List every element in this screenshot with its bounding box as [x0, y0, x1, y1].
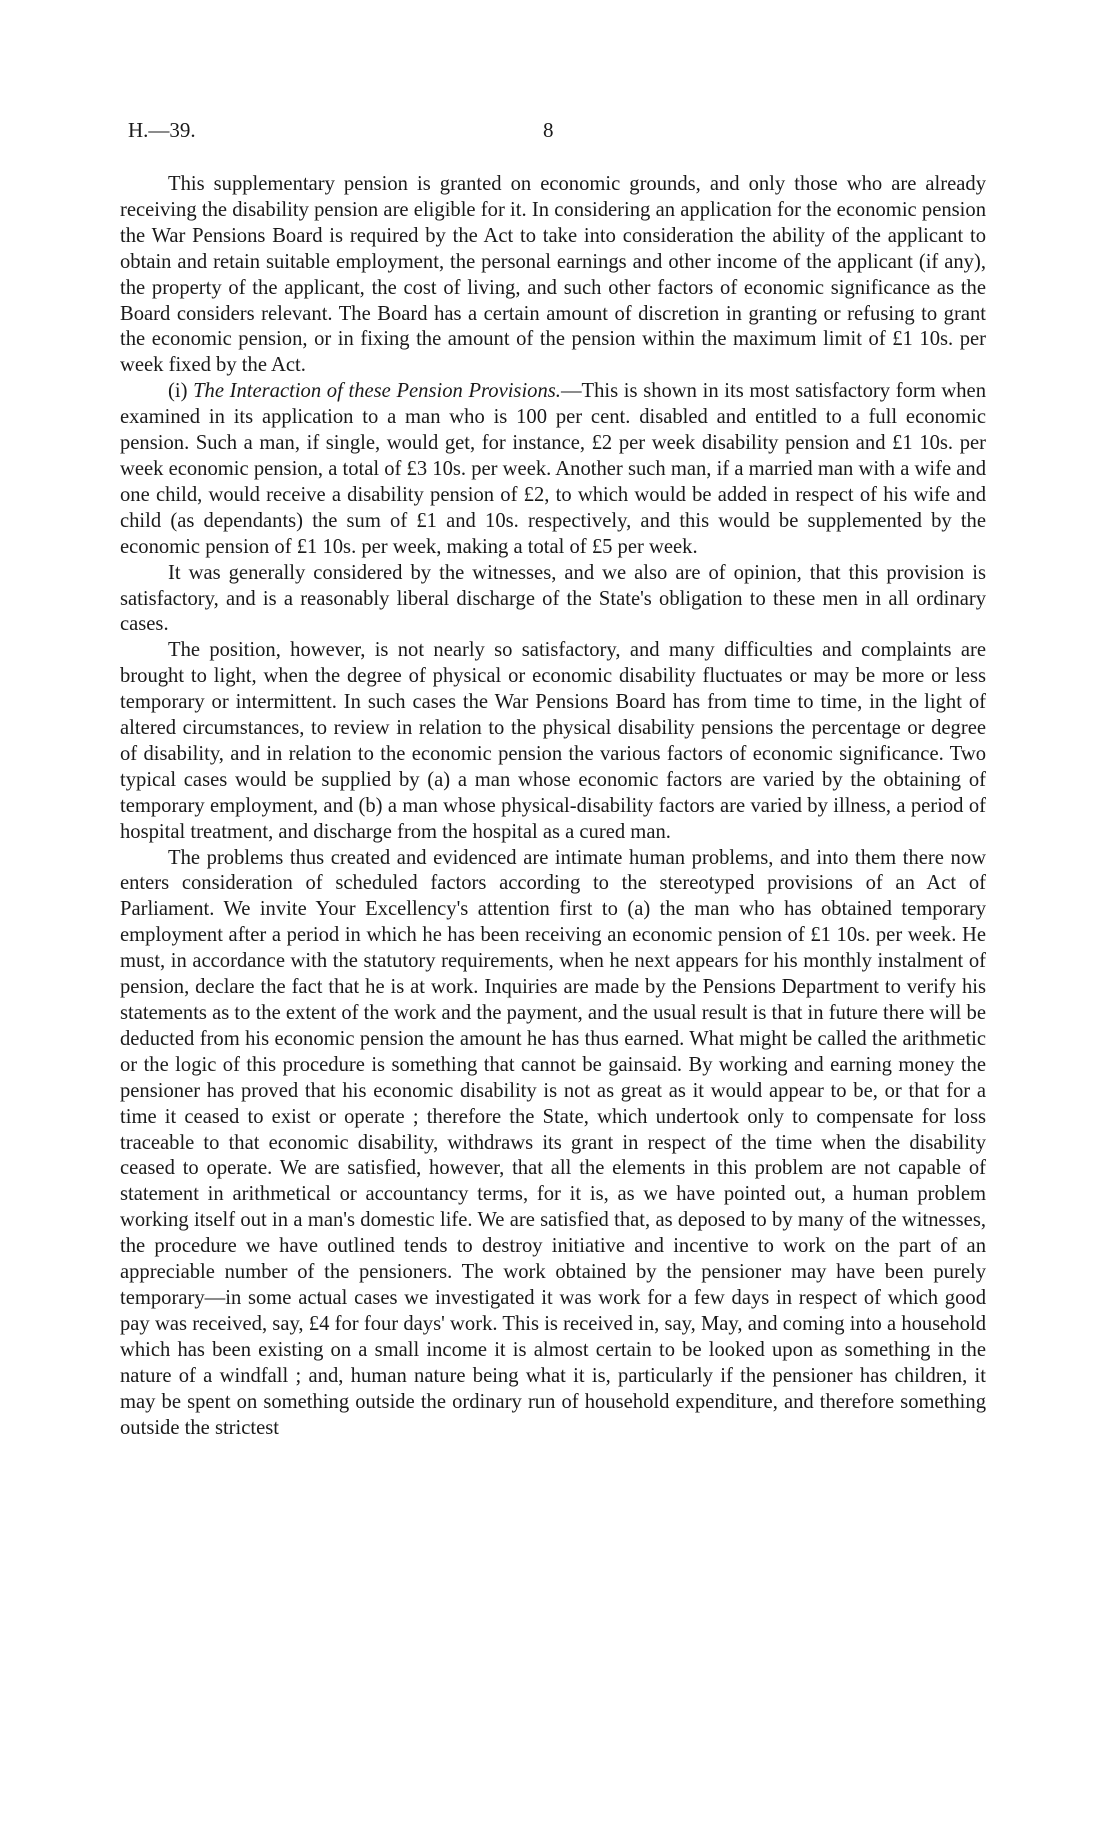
paragraph: [120, 379, 986, 560]
document-reference: H.—39.: [128, 118, 196, 142]
page-number: 8: [543, 118, 554, 142]
paragraph: The problems thus created and evidenced are intimate human problems, and into them there now enters consideration of scheduled factors according to the stereotyped provisions of an Act of Parliament. We invite Your Excellency's attention first to (a) the man who has obtained temporary employment after a period in which he has been receiving an economic pension of £1 10s. per week. He must, in accordance with the statutory requirements, when he next appears for his monthly instalment of pension, declare the fact that he is at work. Inquiries are made by the Pensions Department to verify his statements as to the extent of the work and the payment, and the usual result is that in future there will be deducted from his economic pension the amount he has thus earned. What might be called the arithmetic or the logic of this procedure is something that cannot be gainsaid. By working and earning money the pensioner has proved that his economic disability is not as great as it would appear to be, or that for a time it ceased to exist or operate ; therefore the State, which undertook only to compensate for loss traceable to that economic disability, withdraws its grant in respect of the time when the disability ceased to operate. We are satisfied, however, that all the elements in this problem are not capable of statement in arithmetical or accountancy terms, for it is, as we have pointed out, a human problem working itself out in a man's domestic life. We are satisfied that, as deposed to by many of the witnesses, the procedure we have outlined tends to destroy initiative and incentive to work on the part of an appreciable number of the pensioners. The work obtained by the pensioner may have been purely temporary—in some actual cases we investigated it was work for a few days in respect of which good pay was received, say, £4 for four days' work. This is received in, say, May, and coming into a household which has been existing on a small income it is almost certain to be looked upon as something in the nature of a windfall ; and, human nature being what it is, particularly if the pensioner has children, it may be spent on something outside the ordinary run of household expenditure, and therefore something outside the strictest: [120, 846, 986, 1439]
paragraph-lead: (i): [168, 380, 194, 403]
paragraph: It was generally considered by the witnesses, and we also are of opinion, that this provision is satisfactory, and is a reasonably liberal discharge of the State's obligation to these men in all ordinary cases.: [120, 561, 986, 636]
paragraph: The position, however, is not nearly so satisfactory, and many difficulties and complaints are brought to light, when the degree of physical or economic disability fluctuates or may be more or less temporary or intermittent. In such cases the War Pensions Board has from time to time, in the light of altered circumstances, to review in relation to the physical disability pensions the percentage or degree of disability, and in relation to the economic pension the various factors of economic significance. Two typical cases would be supplied by (a) a man whose economic factors are varied by the obtaining of temporary employment, and (b) a man whose physical-disability factors are varied by illness, a period of hospital treatment, and discharge from the hospital as a cured man.: [120, 639, 986, 843]
paragraph-text: —This is shown in its most satisfactory form when examined in its application to a man who is 100 per cent. disabled and entitled to a full economic pension. Such a man, if single, would get, for instance, £2 per week disability pension and £1 10s. per week economic pension, a total of £3 10s. per week. Another such man, if a married man with a wife and one child, would receive a disability pension of £2, to which would be added in respect of his wife and child (as dependants) the sum of £1 and 10s. respectively, and this would be supplemented by the economic pension of £1 10s. per week, making a total of £5 per week.: [120, 380, 986, 558]
section-heading: The Interaction of these Pension Provisions.: [193, 380, 561, 403]
paragraph: This supplementary pension is granted on economic grounds, and only those who are already receiving the disability pension are eligible for it. In considering an application for the economic pension the War Pensions Board is required by the Act to take into consideration the ability of the applicant to obtain and retain suitable employment, the personal earnings and other income of the applicant (if any), the property of the applicant, the cost of living, and such other factors of economic significance as the Board considers relevant. The Board has a certain amount of discretion in granting or refusing to grant the economic pension, or in fixing the amount of the pension within the maximum limit of £1 10s. per week fixed by the Act.: [120, 173, 986, 377]
page-header: [128, 118, 988, 148]
body-text: [120, 172, 986, 1441]
